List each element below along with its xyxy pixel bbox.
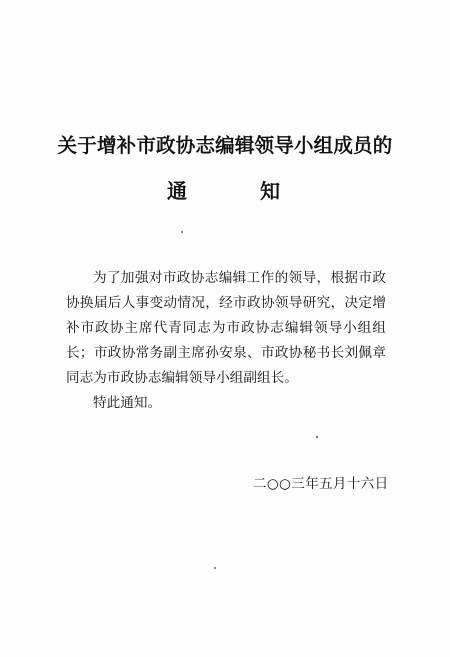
document-body bbox=[66, 266, 386, 416]
body-paragraph-closing: 特此通知。 bbox=[93, 395, 162, 411]
document-title: 关于增补市政协志编辑领导小组成员的 bbox=[57, 134, 393, 157]
scan-speck bbox=[316, 436, 318, 438]
scan-speck bbox=[214, 567, 216, 569]
notice-heading-char-1: 通 bbox=[167, 179, 187, 203]
notice-heading bbox=[0, 175, 450, 201]
notice-heading-char-2: 知 bbox=[260, 179, 280, 203]
scan-speck bbox=[181, 231, 183, 233]
document-date: 二○○三年五月十六日 bbox=[253, 476, 389, 492]
body-paragraph-main: 为了加强对市政协志编辑工作的领导，根据市政协换届后人事变动情况，经市政协领导研究，决定增补市政协主席代青同志为市政协志编辑领导小组组长；市政协常务副主席孙安泉、市政协秘书长刘佩章同志为市政协志编辑领导小组副组长。 bbox=[66, 270, 386, 386]
